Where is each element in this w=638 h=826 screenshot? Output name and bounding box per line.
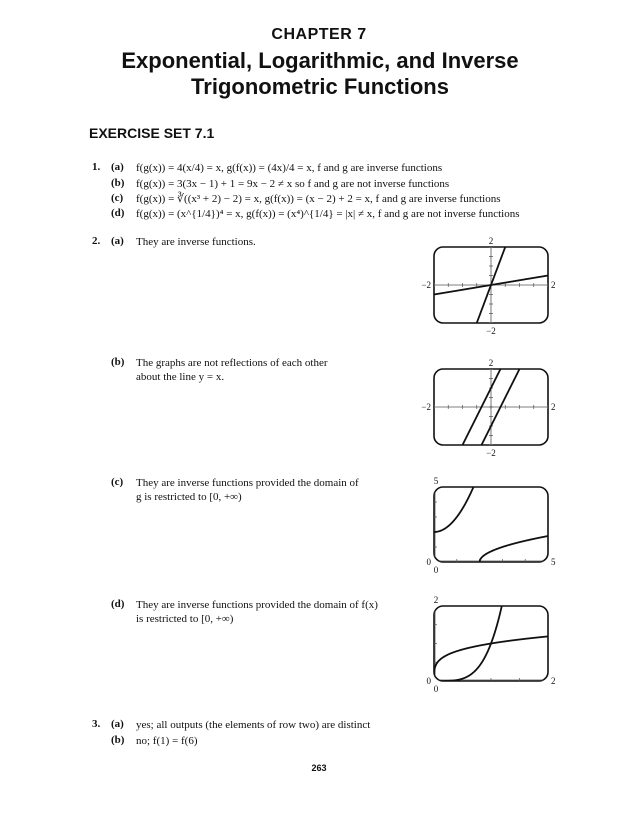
chapter-title: Exponential, Logarithmic, and Inverse Trigonometric Functions (121, 48, 519, 99)
graph-label-top: 2 (488, 236, 494, 246)
problem-number-3: 3. (92, 718, 101, 730)
answer-2d-line1: They are inverse functions provided the domain of f(x) (136, 599, 378, 611)
problem-number-1: 1. (92, 161, 101, 173)
curve-2 (434, 636, 548, 681)
graph-label-top: 2 (488, 358, 494, 368)
axes (434, 369, 548, 445)
graph-label-top: 5 (433, 476, 439, 486)
part-label-1d: (d) (111, 207, 125, 219)
answer-2c-line2: g is restricted to [0, +∞) (136, 491, 242, 503)
part-label-2d: (d) (111, 598, 125, 610)
part-label-1b: (b) (111, 177, 125, 189)
answer-2b-line1: The graphs are not reflections of each other (136, 357, 328, 369)
part-label-3a: (a) (111, 718, 124, 730)
graph-label-right: 2 (551, 676, 556, 686)
graph-label-top: 2 (433, 595, 439, 605)
answer-2b-line2: about the line y = x. (136, 371, 225, 383)
answer-1a: f(g(x)) = 4(x/4) = x, g(f(x)) = (4x)/4 = x, f and g are inverse functions (136, 162, 443, 174)
answer-3b: no; f(1) = f(6) (136, 735, 198, 747)
part-label-2b: (b) (111, 356, 125, 368)
chapter-label: CHAPTER 7 (271, 26, 367, 43)
graph-label-bottom: 0 (433, 565, 439, 575)
graph-2d (419, 596, 569, 697)
part-label-1a: (a) (111, 161, 124, 173)
section-title: EXERCISE SET 7.1 (89, 125, 215, 141)
graph-label-bottom: 0 (433, 684, 439, 694)
graph-label-bottom: −2 (486, 326, 496, 336)
answer-2c-line1: They are inverse functions provided the domain of (136, 477, 359, 489)
graph-2c (419, 477, 569, 578)
answer-1c: f(g(x)) = ∛((x³ + 2) − 2) = x, g(f(x)) = (x − 2) + 2 = x, f and g are inverse functions (136, 193, 501, 205)
graph-2b-svg (419, 356, 569, 461)
graph-2a (419, 236, 569, 339)
graph-2c-svg (419, 477, 569, 578)
graph-2d-svg (419, 596, 569, 697)
graph-label-bottom: −2 (486, 448, 496, 458)
part-label-2a: (a) (111, 235, 124, 247)
page-number: 263 (311, 763, 327, 773)
part-label-1c: (c) (111, 192, 124, 204)
problem-number-2: 2. (92, 235, 101, 247)
answer-2d-line2: is restricted to [0, +∞) (136, 613, 234, 625)
answer-1d: f(g(x)) = (x^{1/4})⁴ = x, g(f(x)) = (x⁴)^{1/4} = |x| ≠ x, f and g are not inverse functions (136, 208, 520, 220)
graph-label-right: 2 (551, 402, 556, 412)
graph-2b (419, 356, 569, 461)
answer-2a: They are inverse functions. (136, 236, 256, 248)
graph-label-right: 5 (551, 557, 556, 567)
graph-label-left: 0 (426, 676, 431, 686)
graph-label-right: 2 (551, 280, 556, 290)
graph-2a-svg (419, 236, 569, 339)
graph-label-left: −2 (421, 402, 431, 412)
answer-3a: yes; all outputs (the elements of row two) are distinct (136, 719, 371, 731)
graph-label-left: −2 (421, 280, 431, 290)
curve-2 (480, 536, 548, 562)
answer-1b: f(g(x)) = 3(3x − 1) + 1 = 9x − 2 ≠ x so f and g are not inverse functions (136, 178, 450, 190)
part-label-3b: (b) (111, 734, 125, 746)
part-label-2c: (c) (111, 476, 124, 488)
graph-label-left: 0 (426, 557, 431, 567)
